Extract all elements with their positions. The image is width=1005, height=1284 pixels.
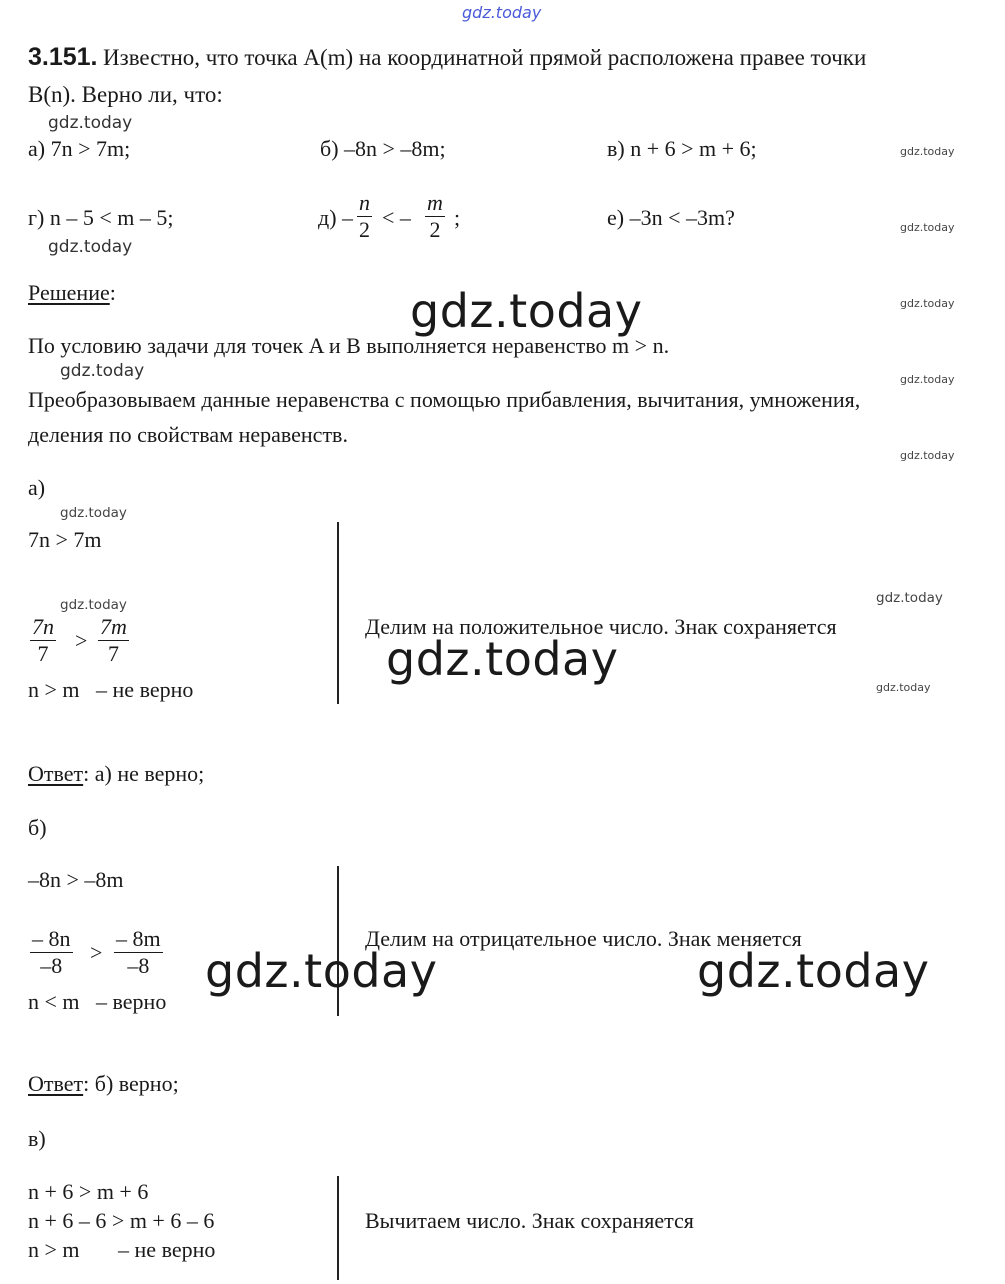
watermark: gdz.today	[876, 590, 943, 606]
part-v-comment: Вычитаем число. Знак сохраняется	[365, 1208, 694, 1233]
item-d-fraction-1	[357, 190, 372, 243]
part-a-comment: Делим на положительное число. Знак сохраняется	[365, 614, 837, 639]
part-v-verdict: – не верно	[118, 1237, 216, 1262]
part-b-label: б)	[28, 815, 47, 840]
fraction-numerator: – 8n	[32, 926, 71, 951]
part-a-result-text: n > m	[28, 677, 80, 702]
divider-line	[337, 1176, 339, 1280]
item-g: г) n – 5 < m – 5;	[28, 205, 174, 230]
part-b-answer	[28, 1071, 179, 1097]
part-b-operator: >	[90, 940, 103, 965]
solution-intro-2-line-2: деления по свойствам неравенств.	[28, 422, 348, 447]
fraction-numerator: – 8m	[116, 926, 161, 951]
watermark: gdz.today	[386, 632, 619, 686]
part-b-result	[28, 989, 166, 1015]
fraction-denominator: 2	[359, 217, 370, 243]
fraction-numerator: n	[359, 190, 370, 215]
item-d-middle: < –	[382, 205, 411, 230]
watermark: gdz.today	[900, 145, 955, 158]
part-v-result	[28, 1237, 215, 1263]
watermark: gdz.today	[876, 681, 931, 694]
watermark: gdz.today	[900, 373, 955, 386]
item-d-suffix: ;	[454, 205, 461, 230]
part-a-fraction-1	[30, 614, 56, 667]
watermark: gdz.today	[410, 284, 643, 338]
part-a-fraction-2	[98, 614, 129, 667]
solution-heading-text: Решение	[28, 280, 110, 305]
answer-text: : б) верно;	[83, 1071, 179, 1096]
part-b-line-1: –8n > –8m	[28, 867, 124, 892]
part-b-fraction-1	[30, 926, 73, 979]
fraction-denominator: 7	[107, 641, 119, 667]
solution-heading	[28, 280, 116, 306]
part-a-verdict: – не верно	[96, 677, 194, 702]
fraction-denominator: 7	[37, 641, 49, 667]
item-e: е) –3n < –3m?	[607, 205, 735, 230]
part-a-line-1: 7n > 7m	[28, 527, 102, 552]
fraction-numerator: m	[427, 190, 443, 215]
fraction-denominator: –8	[40, 953, 63, 979]
problem-number: 3.151.	[28, 43, 98, 71]
fraction-denominator: –8	[127, 953, 150, 979]
statement-line-1: Известно, что точка A(m) на координатной прямой расположена правее точки	[103, 45, 867, 70]
part-v-line-2: n + 6 – 6 > m + 6 – 6	[28, 1208, 215, 1233]
fraction-numerator: 7m	[100, 614, 127, 639]
item-d-prefix: д) –	[318, 205, 354, 230]
watermark: gdz.today	[60, 597, 127, 613]
problem-statement	[28, 44, 866, 71]
item-b: б) –8n > –8m;	[320, 136, 446, 161]
watermark: gdz.today	[900, 297, 955, 310]
part-a-result	[28, 677, 193, 703]
part-a-answer	[28, 761, 204, 787]
watermark: gdz.today	[48, 237, 133, 257]
solution-heading-colon: :	[109, 280, 116, 305]
answer-label: Ответ	[28, 1071, 84, 1096]
part-v-result-text: n > m	[28, 1237, 80, 1262]
part-b-result-text: n < m	[28, 989, 80, 1014]
watermark: gdz.today	[697, 944, 930, 998]
fraction-denominator: 2	[429, 217, 441, 243]
watermark-top: gdz.today	[462, 3, 542, 22]
solution-intro-2-line-1: Преобразовываем данные неравенства с помощью прибавления, вычитания, умножения,	[28, 387, 861, 412]
answer-label: Ответ	[28, 761, 84, 786]
statement-line-2: B(n). Верно ли, что:	[28, 82, 223, 107]
solution-intro-1: По условию задачи для точек A и B выполняется неравенство m > n.	[28, 333, 670, 358]
watermark: gdz.today	[205, 944, 438, 998]
part-v-line-1: n + 6 > m + 6	[28, 1179, 149, 1204]
divider-line	[337, 522, 339, 704]
part-v-label: в)	[28, 1126, 46, 1151]
part-b-fraction-2	[114, 926, 163, 979]
part-a-operator: >	[75, 628, 88, 653]
watermark: gdz.today	[48, 113, 133, 133]
watermark: gdz.today	[900, 221, 955, 234]
fraction-numerator: 7n	[32, 614, 54, 639]
item-d-fraction-2	[425, 190, 445, 243]
part-a-label: а)	[28, 475, 46, 500]
answer-text: : а) не верно;	[83, 761, 205, 786]
watermark: gdz.today	[60, 505, 127, 521]
part-b-verdict: – верно	[96, 989, 167, 1014]
item-a: а) 7n > 7m;	[28, 136, 131, 161]
watermark: gdz.today	[60, 361, 145, 381]
item-v: в) n + 6 > m + 6;	[607, 136, 757, 161]
watermark: gdz.today	[900, 449, 955, 462]
part-b-comment: Делим на отрицательное число. Знак меняется	[365, 926, 802, 951]
